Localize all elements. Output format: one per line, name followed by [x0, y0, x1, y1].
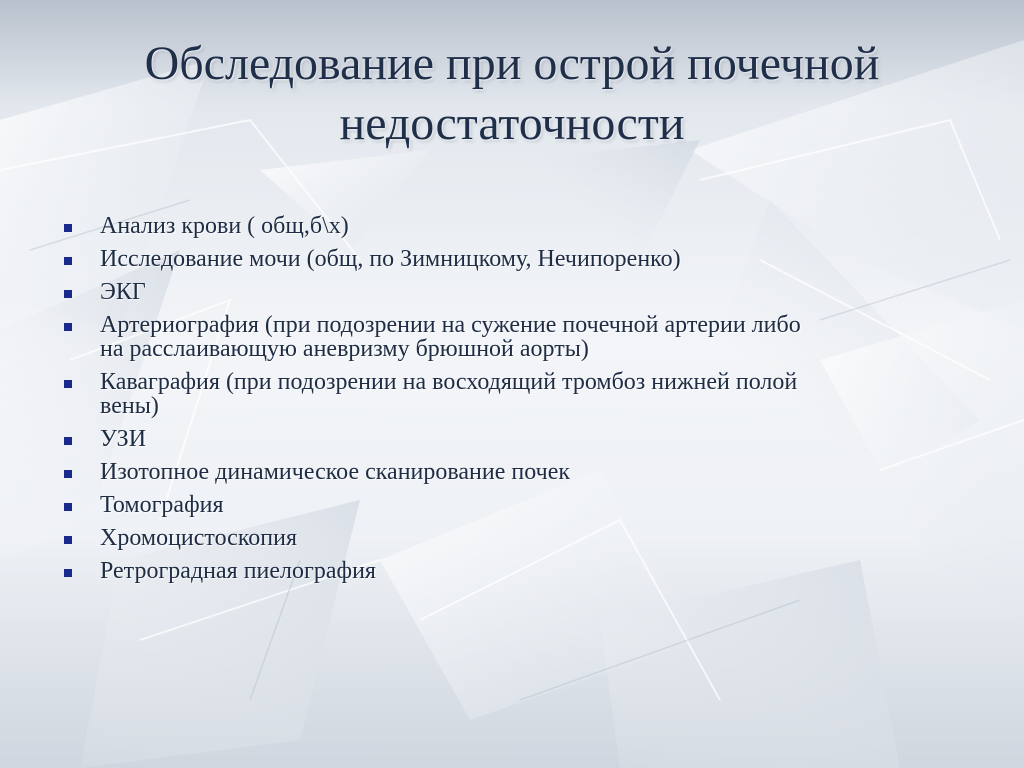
list-item-text-line-1: Каваграфия (при подозрении на восходящий тромбоз нижней полой [100, 369, 798, 395]
square-bullet-icon [64, 290, 72, 298]
list-item-text-line-1: Томография [100, 492, 224, 518]
list-item-text-line-1: Изотопное динамическое сканирование почек [100, 459, 571, 485]
list-item-text-line-2: на расслаивающую аневризму брюшной аорты) [100, 336, 589, 362]
list-item [60, 493, 960, 517]
list-item [60, 370, 960, 418]
list-item [60, 526, 960, 550]
list-item-text-line-1: Исследование мочи (общ, по Зимницкому, Нечипоренко) [100, 246, 681, 272]
square-bullet-icon [64, 257, 72, 265]
list-item [60, 280, 960, 304]
list-item [60, 427, 960, 451]
square-bullet-icon [64, 224, 72, 232]
list-item [60, 247, 960, 271]
square-bullet-icon [64, 380, 72, 388]
bullet-list [60, 214, 960, 592]
list-item-text-line-1: Анализ крови ( общ,б\х) [100, 213, 349, 239]
list-item [60, 559, 960, 583]
list-item-text-line-1: Хромоцистоскопия [100, 525, 297, 551]
list-item-text-line-1: УЗИ [100, 426, 147, 452]
slide-title [40, 34, 984, 154]
list-item-text-line-2: вены) [100, 393, 159, 419]
list-item [60, 313, 960, 361]
square-bullet-icon [64, 503, 72, 511]
square-bullet-icon [64, 536, 72, 544]
square-bullet-icon [64, 323, 72, 331]
square-bullet-icon [64, 470, 72, 478]
list-item-text-line-1: ЭКГ [100, 279, 146, 305]
list-item [60, 460, 960, 484]
list-item [60, 214, 960, 238]
list-item-text-line-1: Артериография (при подозрении на сужение почечной артерии либо [100, 312, 801, 338]
slide-title-line-1: Обследование при острой почечной [144, 37, 880, 90]
slide-title-line-2: недостаточности [339, 97, 685, 150]
square-bullet-icon [64, 569, 72, 577]
square-bullet-icon [64, 437, 72, 445]
list-item-text-line-1: Ретроградная пиелография [100, 558, 376, 584]
